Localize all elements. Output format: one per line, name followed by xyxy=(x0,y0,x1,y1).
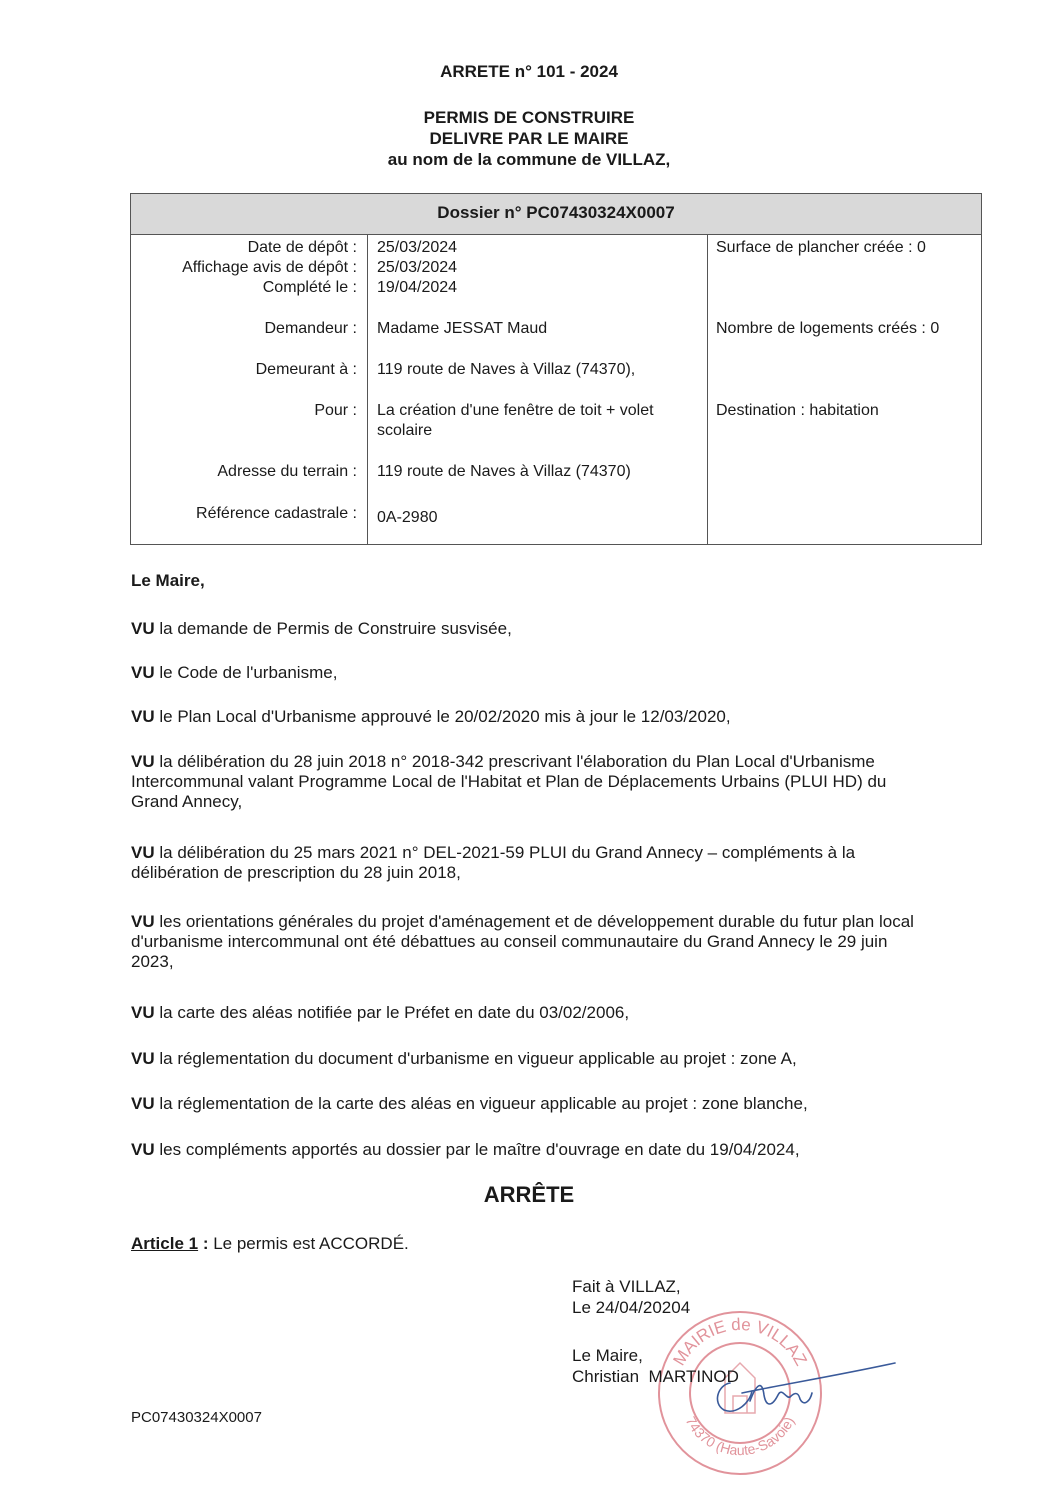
stamp-top-text: MAIRIE de VILLAZ xyxy=(669,1314,811,1369)
vu-prefix: VU xyxy=(131,619,155,638)
label-complete: Complété le : xyxy=(262,279,357,296)
vu-prefix: VU xyxy=(131,752,155,771)
vu-item xyxy=(131,619,931,639)
value-date-depot: 25/03/2024 xyxy=(377,239,458,256)
intro-le-maire: Le Maire, xyxy=(131,571,205,590)
stamp-bottom-text: 74370 (Haute-Savoie) xyxy=(682,1413,798,1459)
vu-text: le Plan Local d'Urbanisme approuvé le 20/02/2020 mis à jour le 12/03/2020, xyxy=(159,707,731,726)
vu-item xyxy=(131,912,931,972)
label-pour: Pour : xyxy=(314,402,357,419)
vu-text: la demande de Permis de Construire susvisée, xyxy=(159,619,512,638)
article-separator: : xyxy=(198,1234,209,1253)
issued-by: DELIVRE PAR LE MAIRE xyxy=(429,129,629,148)
value-affichage: 25/03/2024 xyxy=(377,259,458,276)
label-demeurant: Demeurant à : xyxy=(255,361,357,378)
vu-item xyxy=(131,752,931,812)
dossier-heading: Dossier n° PC07430324X0007 xyxy=(131,194,981,235)
signature-role: Le Maire, xyxy=(572,1346,643,1365)
vu-item xyxy=(131,663,931,683)
vu-prefix: VU xyxy=(131,1049,155,1068)
commune-line: au nom de la commune de VILLAZ, xyxy=(387,150,671,169)
table-divider xyxy=(707,235,708,544)
vu-prefix: VU xyxy=(131,663,155,682)
label-affichage: Affichage avis de dépôt : xyxy=(182,259,357,276)
vu-text: les orientations générales du projet d'aménagement et de développement durable du futur plan local d'urbanisme intercommunal ont été débattues au conseil communautaire du Grand Annecy le 29 juin 2023, xyxy=(131,912,914,971)
value-pour: La création d'une fenêtre de toit + volet scolaire xyxy=(377,402,654,439)
signature-date: Le 24/04/20204 xyxy=(572,1298,691,1317)
signature-name: Christian MARTINOD xyxy=(572,1367,739,1386)
permit-type: PERMIS DE CONSTRUIRE xyxy=(423,108,635,127)
vu-text: la réglementation de la carte des aléas en vigueur applicable au projet : zone blanche, xyxy=(159,1094,808,1113)
surface-plancher: Surface de plancher créée : 0 xyxy=(716,239,926,256)
vu-prefix: VU xyxy=(131,1003,155,1022)
decree-title: ARRETE n° 101 - 2024 xyxy=(440,62,618,81)
vu-item xyxy=(131,1003,931,1023)
label-date-depot: Date de dépôt : xyxy=(247,239,357,256)
handwritten-signature xyxy=(690,1355,900,1425)
value-adresse: 119 route de Naves à Villaz (74370) xyxy=(377,463,631,480)
vu-text: les compléments apportés au dossier par le maître d'ouvrage en date du 19/04/2024, xyxy=(159,1140,800,1159)
vu-prefix: VU xyxy=(131,912,155,931)
vu-prefix: VU xyxy=(131,843,155,862)
signature-place: Fait à VILLAZ, xyxy=(572,1277,681,1296)
article-text: Le permis est ACCORDÉ. xyxy=(208,1234,409,1253)
vu-prefix: VU xyxy=(131,1140,155,1159)
value-demandeur: Madame JESSAT Maud xyxy=(377,320,548,337)
vu-item xyxy=(131,1049,931,1069)
label-adresse: Adresse du terrain : xyxy=(217,463,357,480)
value-reference: 0A-2980 xyxy=(377,509,438,526)
vu-prefix: VU xyxy=(131,707,155,726)
vu-item xyxy=(131,1094,931,1114)
table-divider xyxy=(367,235,368,544)
dossier-table xyxy=(130,193,982,545)
arrete-heading: ARRÊTE xyxy=(483,1182,575,1207)
vu-text: la carte des aléas notifiée par le Préfet en date du 03/02/2006, xyxy=(159,1003,630,1022)
destination: Destination : habitation xyxy=(716,402,879,419)
label-reference: Référence cadastrale : xyxy=(196,505,357,522)
vu-item xyxy=(131,707,931,727)
article-1 xyxy=(131,1234,931,1254)
vu-text: le Code de l'urbanisme, xyxy=(159,663,338,682)
vu-text: la délibération du 28 juin 2018 n° 2018-342 prescrivant l'élaboration du Plan Local d'Urbanisme Intercommunal valant Programme Local de l'Habitat et Plan de Déplacements Urbains (PLUI HD) du Grand Annecy, xyxy=(131,752,887,811)
vu-text: la délibération du 25 mars 2021 n° DEL-2021-59 PLUI du Grand Annecy – compléments à la délibération de prescription du 28 juin 2018, xyxy=(131,843,856,882)
footer-reference: PC07430324X0007 xyxy=(131,1409,262,1426)
vu-prefix: VU xyxy=(131,1094,155,1113)
vu-item xyxy=(131,1140,931,1160)
nombre-logements: Nombre de logements créés : 0 xyxy=(716,320,940,337)
vu-item xyxy=(131,843,931,883)
label-demandeur: Demandeur : xyxy=(264,320,357,337)
vu-text: la réglementation du document d'urbanisme en vigueur applicable au projet : zone A, xyxy=(159,1049,797,1068)
value-demeurant: 119 route de Naves à Villaz (74370), xyxy=(377,361,636,378)
article-label: Article 1 xyxy=(131,1234,199,1253)
value-complete: 19/04/2024 xyxy=(377,279,458,296)
